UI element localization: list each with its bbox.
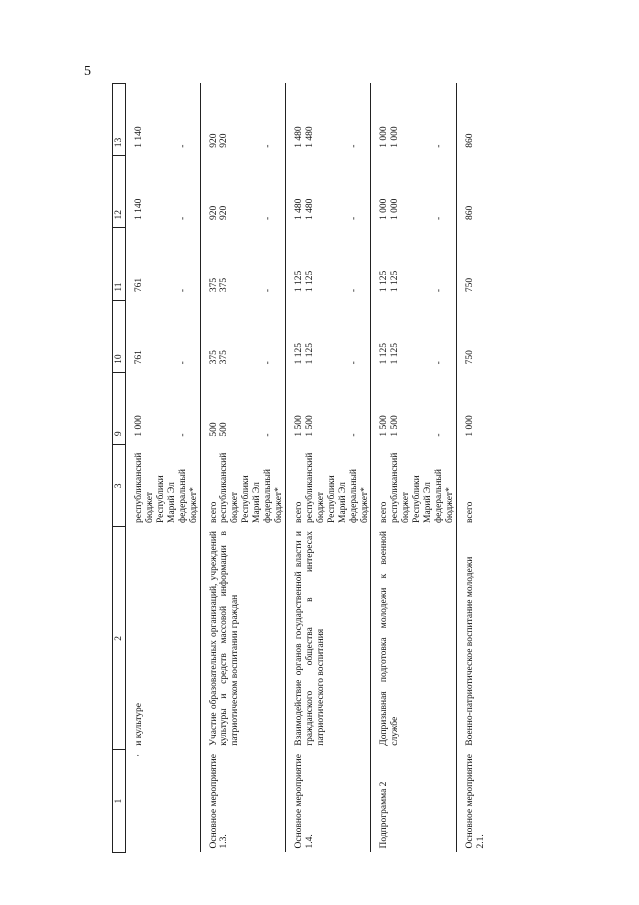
funding-source: республиканский бюджет Республики Марий Эл [304, 452, 348, 523]
amount-cell: - [348, 361, 359, 365]
amount-cell: - [348, 144, 359, 148]
funding-source: всего [456, 445, 486, 527]
table-row [200, 84, 219, 853]
program-code: Основное мероприятие 2.1. [456, 750, 486, 853]
amount-cell: 1 000 [371, 156, 390, 228]
amount-cell: 1 125 [304, 270, 315, 293]
amount-cell: 1 125 [371, 228, 390, 300]
amount-cell: 1 140 [134, 198, 144, 220]
amount-cell: 1 000 [371, 84, 390, 156]
table-row [126, 84, 178, 853]
funding-source: федеральный бюджет* [348, 469, 370, 523]
amount-cell: 920 [219, 133, 230, 148]
amount-cell: 1 000 [390, 198, 401, 220]
amount-cell: 750 [456, 300, 486, 372]
amount-cell: - [434, 144, 445, 148]
column-number-row [113, 84, 126, 853]
table-row [285, 84, 304, 853]
amount-cell: - [263, 289, 274, 293]
amount-cell: 920 [200, 156, 219, 228]
amount-cell: 761 [134, 350, 144, 365]
amount-cell: 1 000 [456, 372, 486, 444]
amount-cell: 920 [219, 205, 230, 220]
amount-cell: 1 000 [134, 415, 144, 437]
table-row [371, 84, 390, 853]
amount-cell: - [263, 216, 274, 220]
amount-cell: 860 [456, 156, 486, 228]
amount-cell: - [348, 289, 359, 293]
program-description: Допризывная подготовка молодежи к военной службе [371, 527, 456, 750]
table-row [456, 84, 486, 853]
amount-cell: 1 000 [390, 126, 401, 148]
program-description: Взаимодействие органов государственной власти и гражданского общества в интересах патриотического воспитания [285, 527, 370, 750]
funding-source: всего [200, 445, 219, 527]
rotated-table-sheet [112, 83, 557, 853]
amount-cell: 750 [456, 228, 486, 300]
amount-cell: 1 125 [371, 300, 390, 372]
column-header-12: 12 [113, 156, 126, 228]
funding-source: федеральный бюджет* [434, 469, 455, 523]
column-header-9: 9 [113, 372, 126, 444]
amount-cell: - [434, 289, 445, 293]
amount-cell: - [177, 361, 188, 365]
program-code: Основное мероприятие 1.4. [285, 750, 370, 853]
amount-cell: - [177, 144, 188, 148]
amount-cell: 375 [200, 300, 219, 372]
amount-cell: 1 125 [390, 270, 401, 293]
amount-cell: 1 140 [134, 126, 144, 148]
amount-cell: 1 500 [304, 415, 315, 437]
amount-cell: 920 [200, 84, 219, 156]
amount-cell: 761 [134, 277, 144, 293]
column-header-3: 3 [113, 445, 126, 527]
funding-source: федеральный бюджет* [263, 469, 285, 523]
column-header-10: 10 [113, 300, 126, 372]
funding-source: республиканский бюджет Республики Марий Эл [390, 452, 434, 523]
amount-cell: - [348, 433, 359, 437]
amount-cell: - [177, 216, 188, 220]
amount-cell: - [177, 289, 188, 293]
budget-table [112, 83, 487, 853]
funding-source: всего [371, 445, 390, 527]
amount-cell: 375 [219, 277, 230, 293]
amount-cell: 1 480 [304, 126, 315, 148]
amount-cell: - [434, 361, 445, 365]
amount-cell: - [263, 433, 274, 437]
amount-cell: 1 500 [390, 415, 401, 437]
funding-source: республиканский бюджет Республики Марий Эл [134, 452, 177, 523]
amount-cell: - [434, 433, 445, 437]
column-header-2: 2 [113, 527, 126, 750]
amount-cell: 500 [219, 422, 230, 437]
program-code: Подпрограмма 2 [371, 750, 456, 853]
funding-source: республиканский бюджет Республики Марий Эл [219, 452, 263, 523]
amount-cell: - [263, 361, 274, 365]
amount-cell: 1 125 [285, 300, 304, 372]
column-header-13: 13 [113, 84, 126, 156]
amount-cell: 1 480 [285, 84, 304, 156]
amount-cell: - [434, 216, 445, 220]
program-code: · [134, 753, 144, 757]
program-description: Военно-патриотическое воспитание молодежи [456, 527, 486, 750]
amount-cell: 500 [200, 372, 219, 444]
funding-source: федеральный бюджет* [177, 469, 199, 523]
column-header-11: 11 [113, 228, 126, 300]
amount-cell: 375 [219, 350, 230, 365]
amount-cell: 375 [200, 228, 219, 300]
amount-cell: 860 [456, 84, 486, 156]
amount-cell: 1 125 [304, 343, 315, 365]
program-description: и культуре [134, 703, 144, 746]
amount-cell: - [177, 433, 188, 437]
column-header-1: 1 [113, 750, 126, 853]
amount-cell: 1 125 [390, 343, 401, 365]
program-description: Участие образовательных организаций, учреждений культуры и средств массовой информации в патриотическом воспитании граждан [200, 527, 285, 750]
program-code: Основное мероприятие 1.3. [200, 750, 285, 853]
amount-cell: 1 125 [285, 228, 304, 300]
amount-cell: 1 480 [285, 156, 304, 228]
amount-cell: 1 480 [304, 198, 315, 220]
amount-cell: 1 500 [285, 372, 304, 444]
table-body [126, 84, 487, 853]
amount-cell: - [263, 144, 274, 148]
page-number: 5 [84, 64, 91, 79]
amount-cell: - [348, 216, 359, 220]
amount-cell: 1 500 [371, 372, 390, 444]
funding-source: всего [285, 445, 304, 527]
